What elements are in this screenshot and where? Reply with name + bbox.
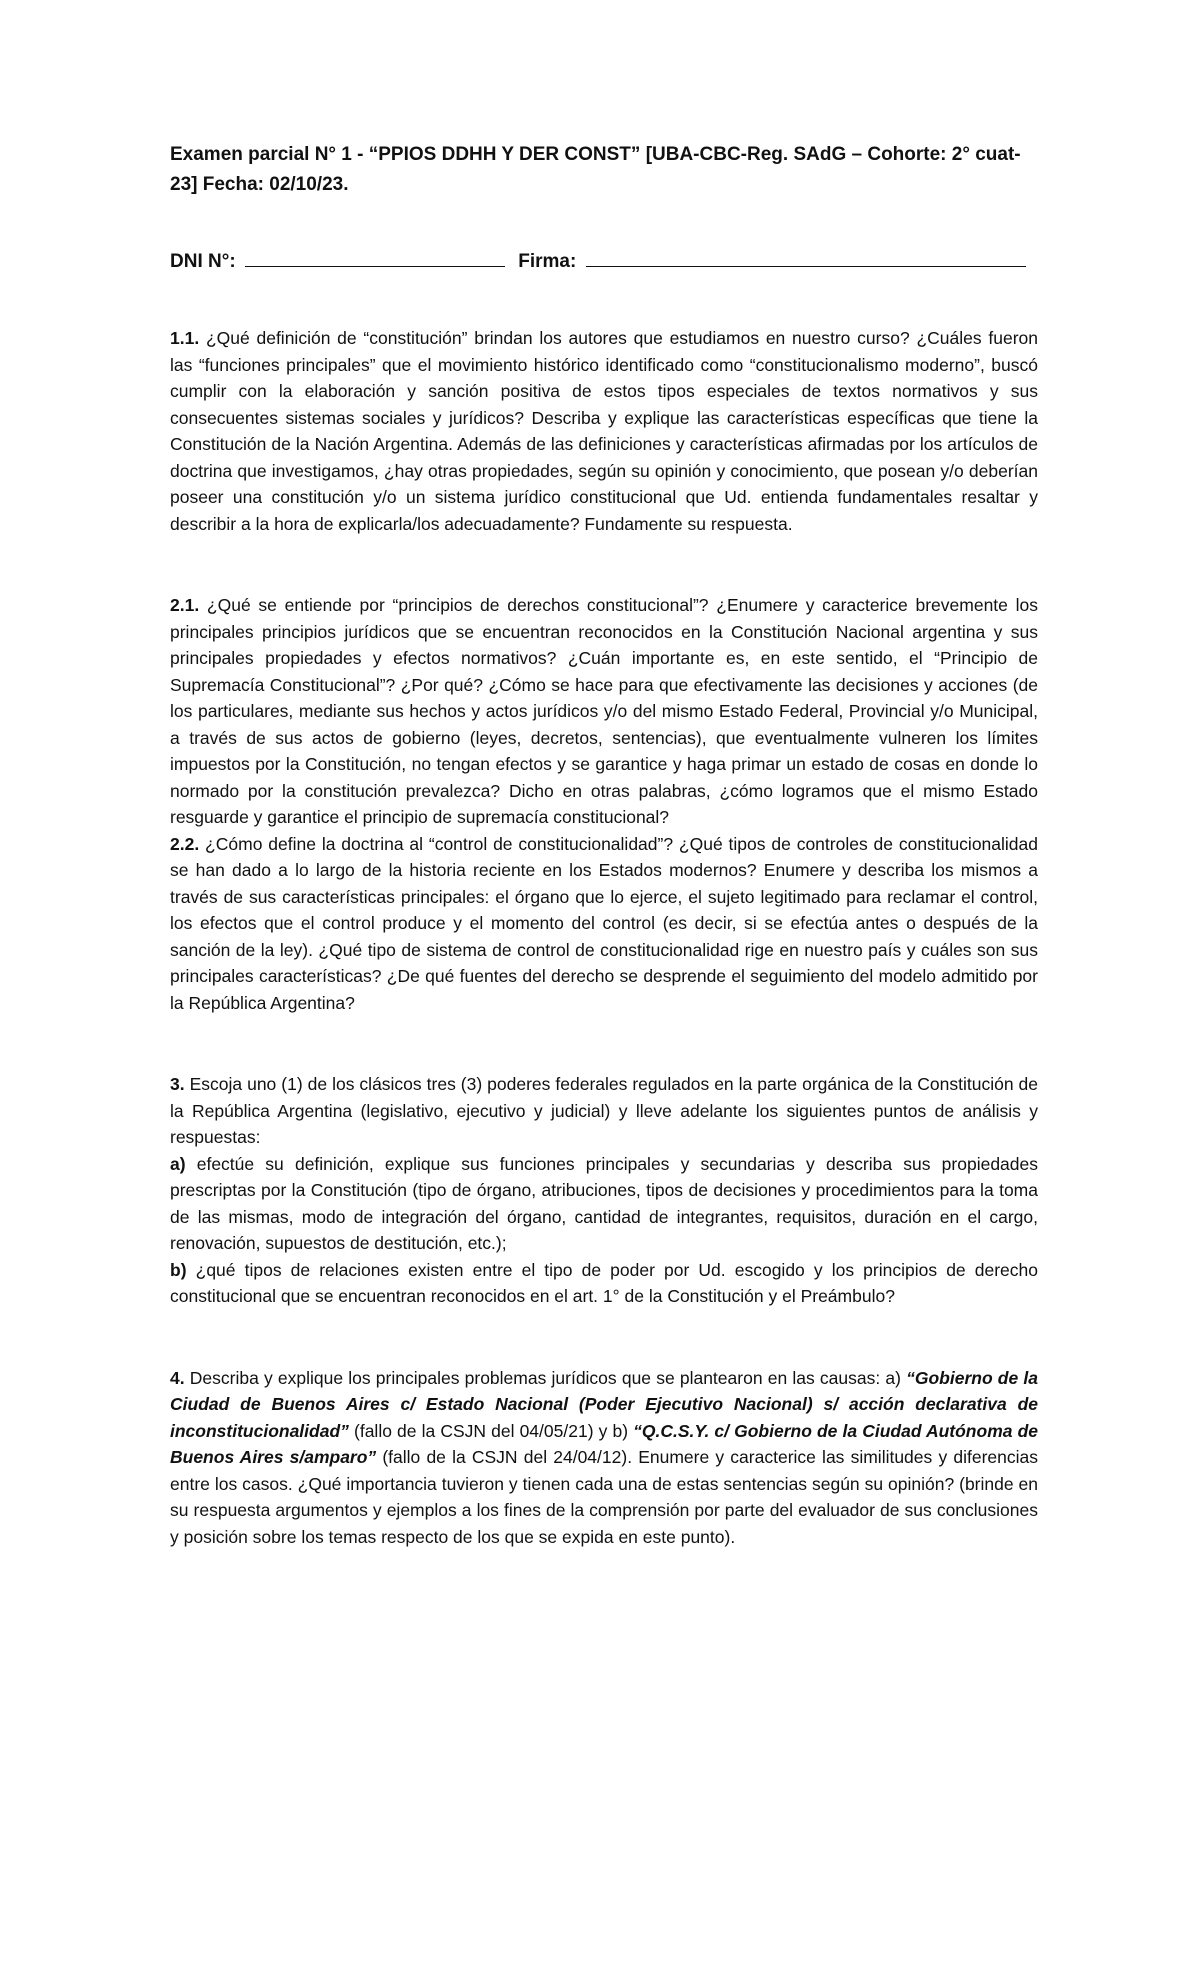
section-spacer <box>170 1016 1038 1071</box>
question-number: 3. <box>170 1074 185 1094</box>
part-label: a) <box>170 1153 186 1174</box>
question-3 <box>170 1071 1038 1151</box>
question-1-1 <box>170 325 1038 537</box>
question-text: ¿Cómo define la doctrina al “control de constitucionalidad”? ¿Qué tipos de controles de constitucionalidad se han dado a lo largo de la historia reciente en los Estados modernos? Enumere y describa los mismos a través de sus características principales: el órgano que lo ejerce, el sujeto legitimado para reclamar el control, los efectos que el control produce y el momento del control (es decir, si se efectúa antes o después de la sanción de la ley). ¿Qué tipo de sistema de control de constitucionalidad rige en nuestro país y cuáles son sus principales características? ¿De qué fuentes del derecho se desprende el seguimiento del modelo admitido por la República Argentina? <box>170 833 1038 1013</box>
part-text: ¿qué tipos de relaciones existen entre el tipo de poder por Ud. escogido y los principios de derecho constitucional que se encuentran reconocidos en el art. 1° de la Constitución y el Preámbulo? <box>170 1259 1038 1306</box>
question-3-part-b <box>170 1257 1038 1310</box>
exam-title: Examen parcial N° 1 - “PPIOS DDHH Y DER CONST” [UBA-CBC-Reg. SAdG – Cohorte: 2° cuat-23] Fecha: 02/10/23. <box>170 144 1021 195</box>
question-number: 4. <box>170 1367 185 1388</box>
section-spacer <box>170 537 1038 592</box>
student-id-line <box>170 246 1038 277</box>
firma-label: Firma: <box>518 251 577 272</box>
part-label: b) <box>170 1259 187 1280</box>
question-text: ¿Qué se entiende por “principios de derechos constitucional”? ¿Enumere y caracterice brevemente los principales principios jurídicos que se encuentran reconocidos en la Constitución Nacional argentina y sus principales propiedades y efectos normativos? ¿Cuán importante es, en este sentido, el “Principio de Supremacía Constitucional”? ¿Por qué? ¿Cómo se hace para que efectivamente las decisiones y acciones (de los particulares, mediante sus hechos y actos jurídicos y/o del mismo Estado Federal, Provincial y/o Municipal, a través de sus actos de gobierno (leyes, decretos, sentencias), que eventualmente vulneren los límites impuestos por la Constitución, no tengan efectos y se garantice y haga primar un estado de cosas en donde lo normado por la constitución prevalezca? Dicho en otras palabras, ¿cómo logramos que el mismo Estado resguarde y garantice el principio de supremacía constitucional? <box>170 595 1038 827</box>
case-title-1: “Gobierno de la Ciudad de Buenos Aires c/ Estado Nacional (Poder Ejecutivo Nacional) s/ acción declarativa de inconstitucionalidad” <box>170 1367 1038 1441</box>
question-text: ¿Qué definición de “constitución” brindan los autores que estudiamos en nuestro curso? ¿Cuáles fueron las “funciones principales” que el movimiento histórico identificado como “constitucionalismo moderno”, buscó cumplir con la elaboración y sanción positiva de estos tipos especiales de textos normativos y sus consecuentes sistemas sociales y jurídicos? Describa y explique las características específicas que tiene la Constitución de la Nación Argentina. Además de las definiciones y características afirmadas por los artículos de doctrina que investigamos, ¿hay otras propiedades, según su opinión y conocimiento, que posean y/o deberían poseer una constitución y/o un sistema jurídico constitucional que Ud. entienda fundamentales resaltar y describir a la hora de explicarla/los adecuadamente? Fundamente su respuesta. <box>170 328 1038 534</box>
question-3-part-a <box>170 1151 1038 1257</box>
question-text: (fallo de la CSJN del 24/04/12). Enumere y caracterice las similitudes y diferencias entre los casos. ¿Qué importancia tuvieron y tienen cada una de estas sentencias según su opinión? (brinde en su respuesta argumentos y ejemplos a los fines de la comprensión por parte del evaluador de sus conclusiones y posición sobre los temas respecto de los que se expida en este punto). <box>170 1447 1038 1547</box>
section-spacer <box>170 1310 1038 1365</box>
part-text: efectúe su definición, explique sus funciones principales y secundarias y describa sus propiedades prescriptas por la Constitución (tipo de órgano, atribuciones, tipos de decisiones y procedimientos para la toma de las mismas, modo de integración del órgano, cantidad de integrantes, requisitos, duración en el cargo, renovación, supuestos de destitución, etc.); <box>170 1153 1038 1253</box>
firma-blank-line[interactable] <box>586 246 1026 267</box>
question-2-1 <box>170 592 1038 831</box>
dni-blank-line[interactable] <box>245 246 505 267</box>
dni-label: DNI N°: <box>170 251 236 272</box>
question-2-2 <box>170 831 1038 1017</box>
case-title-2: “Q.C.S.Y. c/ Gobierno de la Ciudad Autónoma de Buenos Aires s/amparo” <box>170 1420 1039 1467</box>
question-text: Escoja uno (1) de los clásicos tres (3) poderes federales regulados en la parte orgánica de la Constitución de la República Argentina (legislativo, ejecutivo y judicial) y lleve adelante los siguientes puntos de análisis y respuestas: <box>170 1074 1038 1147</box>
question-number: 2.2. <box>170 833 200 854</box>
question-text: Describa y explique los principales problemas jurídicos que se plantearon en las causas: a) <box>184 1367 907 1388</box>
question-4 <box>170 1365 1038 1551</box>
question-number: 2.1. <box>170 595 200 615</box>
question-text: (fallo de la CSJN del 04/05/21) y b) <box>348 1420 634 1441</box>
question-number: 1.1. <box>170 328 200 348</box>
exam-page <box>170 140 1038 1550</box>
